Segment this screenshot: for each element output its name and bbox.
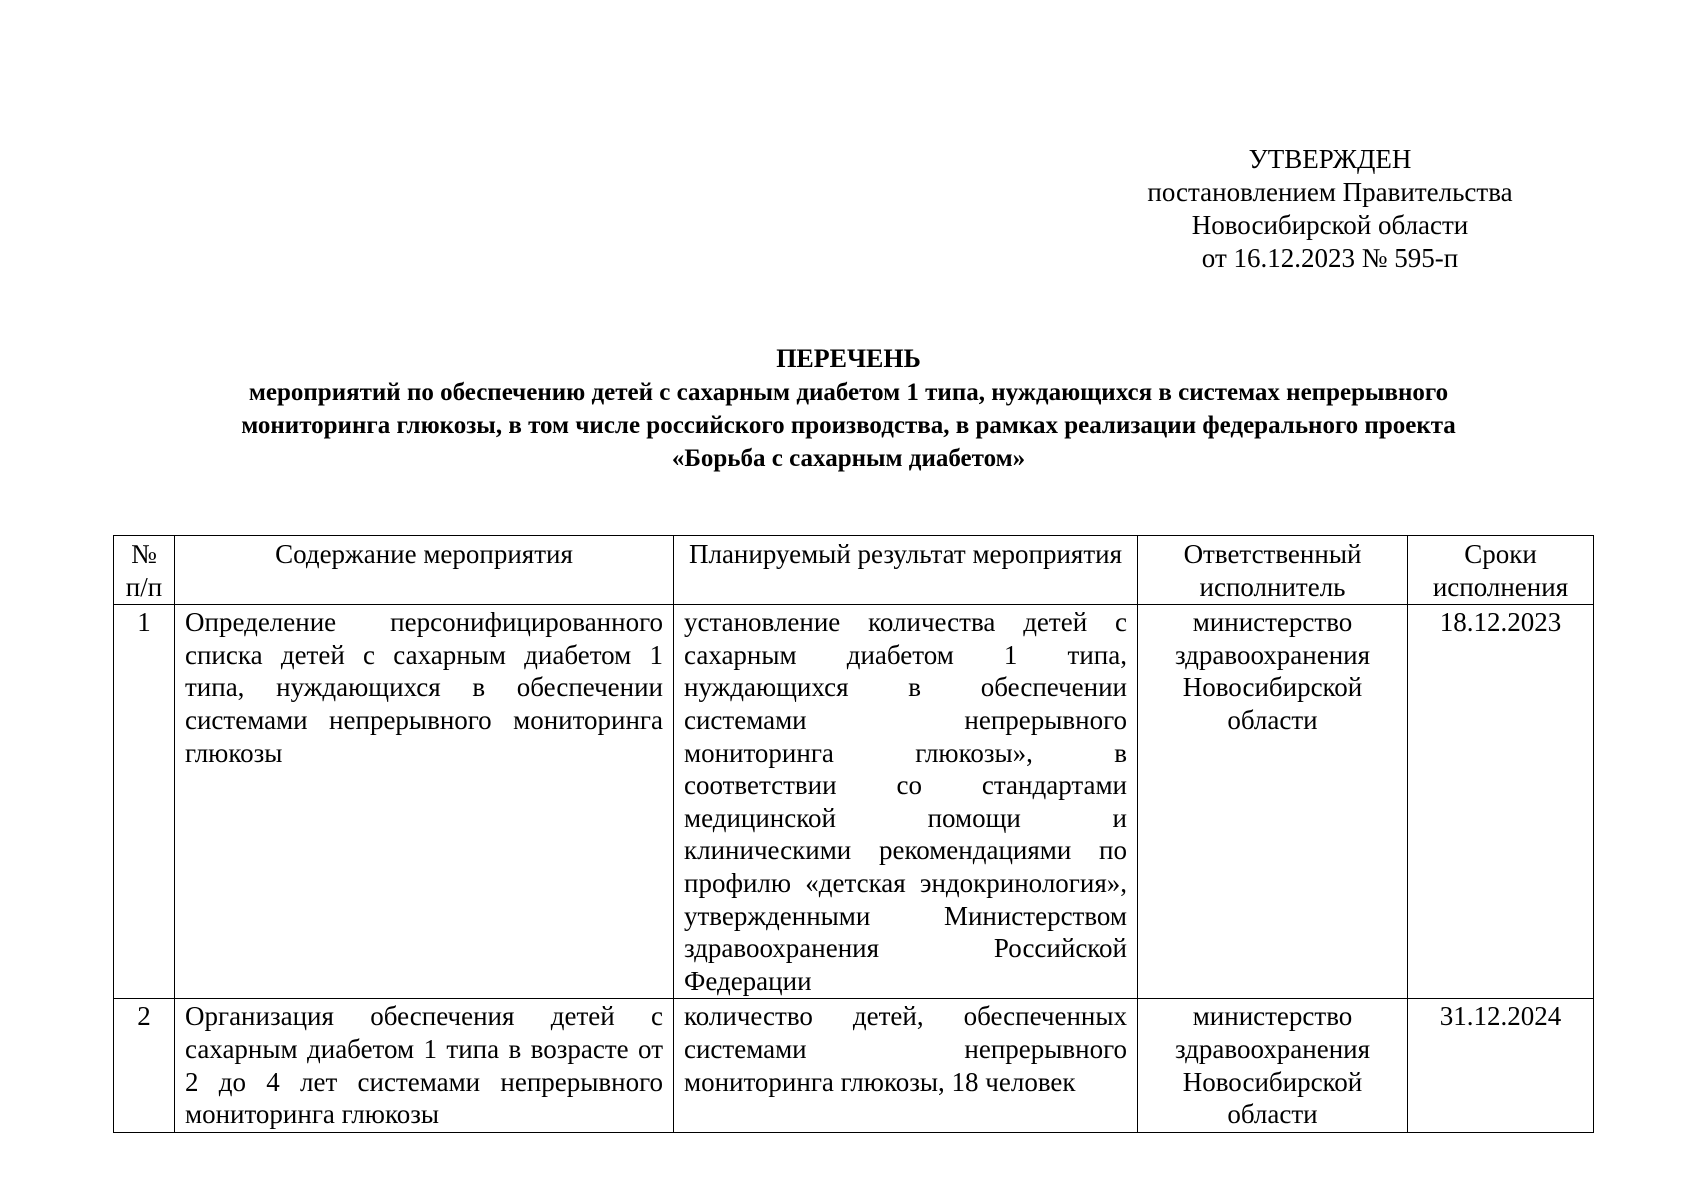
document-subtitle-line-1: мероприятий по обеспечению детей с сахарным диабетом 1 типа, нуждающихся в системах непрерывного [248, 379, 1449, 406]
document-title-block [100, 342, 1597, 475]
row-num: 1 [114, 605, 175, 999]
document-subtitle-line-2: мониторинга глюкозы, в том числе российского производства, в рамках реализации федерального проекта [241, 412, 1456, 439]
document-subtitle-line-3: «Борьба с сахарным диабетом» [671, 445, 1026, 472]
row-deadline: 31.12.2024 [1408, 999, 1594, 1132]
approval-decree-line: постановлением Правительства [1147, 177, 1513, 207]
row-executor: министерство здравоохранения Новосибирской области [1138, 999, 1408, 1132]
row-deadline: 18.12.2023 [1408, 605, 1594, 999]
header-executor: Ответственный исполнитель [1138, 536, 1408, 605]
table-header-row [114, 536, 1594, 605]
document-heading: ПЕРЕЧЕНЬ [776, 344, 921, 373]
row-content: Определение персонифицированного списка детей с сахарным диабетом 1 типа, нуждающихся в обеспечении системами непрерывного мониторинга глюкозы [175, 605, 674, 999]
row-executor: министерство здравоохранения Новосибирской области [1138, 605, 1408, 999]
approval-date-number: от 16.12.2023 № 595-п [1201, 243, 1459, 273]
approval-stamp-block [1120, 143, 1540, 275]
row-content: Организация обеспечения детей с сахарным диабетом 1 типа в возрасте от 2 до 4 лет системами непрерывного мониторинга глюкозы [175, 999, 674, 1132]
row-num: 2 [114, 999, 175, 1132]
header-result: Планируемый результат мероприятия [674, 536, 1138, 605]
row-result: установление количества детей с сахарным диабетом 1 типа, нуждающихся в обеспечении системами непрерывного мониторинга глюкозы», в соответствии со стандартами медицинской помощи и клиническими рекомендациями по профилю «детская эндокринология», утвержденными Министерством здравоохранения Российской Федерации [674, 605, 1138, 999]
measures-table [113, 535, 1594, 1133]
table-row [114, 999, 1594, 1132]
approval-title: УТВЕРЖДЕН [1248, 144, 1412, 174]
header-num: № п/п [114, 536, 175, 605]
header-content: Содержание мероприятия [175, 536, 674, 605]
table-row [114, 605, 1594, 999]
approval-region-line: Новосибирской области [1191, 210, 1469, 240]
header-deadline: Сроки исполнения [1408, 536, 1594, 605]
row-result: количество детей, обеспеченных системами непрерывного мониторинга глюкозы, 18 человек [674, 999, 1138, 1132]
